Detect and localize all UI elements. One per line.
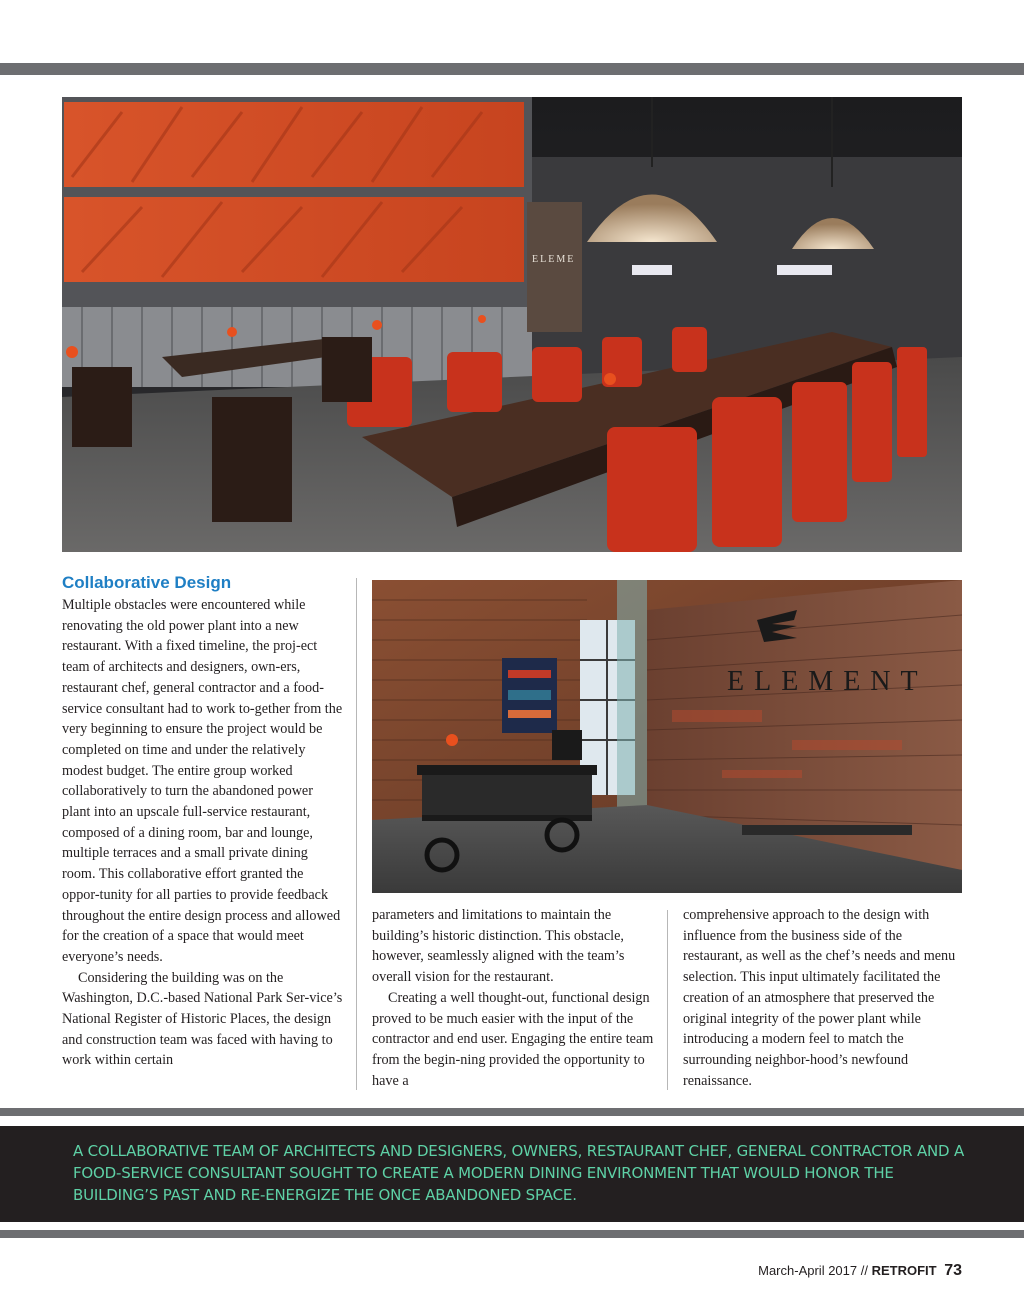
paragraph: Multiple obstacles were encountered while renovating the old power plant into a new restaurant. With a fixed timeline, the proj-ect team of architects and designers, own-ers, restaurant chef, general contractor and a food-service consultant had to work to-gether from the very beginning to ensure the project would be completed on time and under the relatively modest budget. The entire group worked collaboratively to turn the abandoned power plant into an upscale full-service restaurant, composed of a dining room, bar and lounge, multiple terraces and a small private dining room. This collaborative effort granted the oppor-tunity for all parties to provide feedback throughout the entire design process and allowed for the creation of a space that would meet everyone’s needs. bbox=[62, 597, 343, 965]
dining-room-sign: ELEME bbox=[532, 254, 576, 265]
column-divider bbox=[356, 578, 357, 1090]
pullquote-top-rule bbox=[0, 1108, 1024, 1116]
magazine-name: RETROFIT bbox=[871, 1263, 937, 1278]
dining-room-photo bbox=[62, 97, 962, 552]
pullquote-bottom-rule bbox=[0, 1230, 1024, 1238]
pullquote: A COLLABORATIVE TEAM OF ARCHITECTS AND DESIGNERS, OWNERS, RESTAURANT CHEF, GENERAL CONTRACTOR AND A FOOD-SERVICE CONSULTANT SOUGHT TO CREATE A MODERN DINING ENVIRONMENT THAT WOULD HONOR THE BUILDING’S PAST AND RE-ENERGIZE THE ONCE ABANDONED SPACE. bbox=[73, 1142, 965, 1204]
top-rule bbox=[0, 63, 1024, 75]
article-column-1 bbox=[62, 572, 344, 1071]
page-number: 73 bbox=[944, 1262, 962, 1279]
article-column-2 bbox=[372, 905, 654, 1091]
page-footer bbox=[758, 1262, 962, 1280]
paragraph: parameters and limitations to maintain the building’s historic distinction. This obstacle, however, seamlessly aligned with the team’s overall vision for the restaurant. bbox=[372, 907, 625, 986]
entry-wall-photo bbox=[372, 580, 962, 893]
paragraph: comprehensive approach to the design with influence from the business side of the restaurant, as well as the chef’s needs and menu selection. This input ultimately facilitated the creation of an atmosphere that preserved the original integrity of the power plant while introducing a modern feel to match the surrounding neighbor-hood’s newfound renaissance. bbox=[683, 907, 956, 1089]
article-column-3 bbox=[683, 905, 965, 1091]
column-divider bbox=[667, 910, 668, 1090]
section-heading: Collaborative Design bbox=[62, 573, 232, 592]
paragraph: Creating a well thought-out, functional design proved to be much easier with the input of the contractor and end user. Engaging the entire team from the begin-ning provided the opportunity to have a bbox=[372, 989, 654, 1089]
paragraph: Considering the building was on the Washington, D.C.-based National Park Ser-vice’s National Register of Historic Places, the design and construction team was faced with having to work within certain bbox=[62, 969, 343, 1069]
issue-date: March-April 2017 // bbox=[758, 1263, 868, 1278]
entry-wall-sign: ELEMENT bbox=[727, 666, 928, 697]
